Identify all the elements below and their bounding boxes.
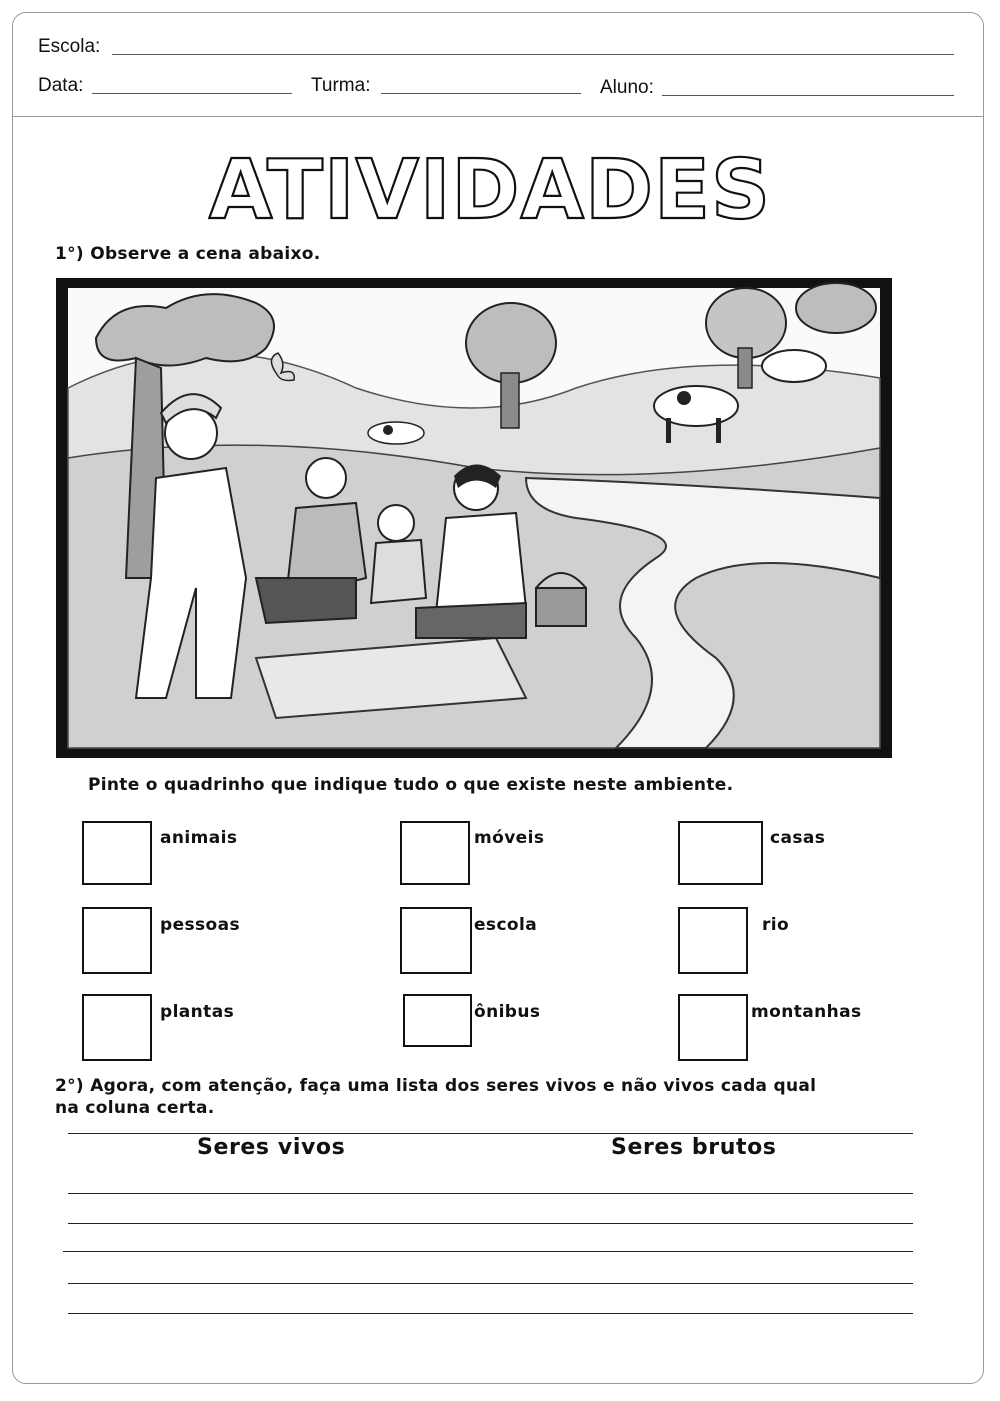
- question1-prompt: 1°) Observe a cena abaixo.: [55, 244, 321, 264]
- option-label-casas: casas: [770, 828, 826, 848]
- checkbox-moveis[interactable]: [400, 821, 470, 885]
- header-separator: [12, 116, 984, 117]
- checkbox-montanhas[interactable]: [678, 994, 748, 1061]
- option-label-moveis: móveis: [474, 828, 545, 848]
- question1-instruction: Pinte o quadrinho que indique tudo o que existe neste ambiente.: [88, 775, 734, 795]
- option-label-montanhas: montanhas: [751, 1002, 862, 1022]
- column-header-seres-vivos: Seres vivos: [197, 1135, 346, 1160]
- option-label-plantas: plantas: [160, 1002, 235, 1022]
- option-label-escola: escola: [474, 915, 538, 935]
- option-label-onibus: ônibus: [474, 1002, 541, 1022]
- checkbox-onibus[interactable]: [403, 994, 472, 1047]
- option-label-animais: animais: [160, 828, 238, 848]
- checkbox-plantas[interactable]: [82, 994, 152, 1061]
- option-label-pessoas: pessoas: [160, 915, 241, 935]
- data-field[interactable]: [92, 93, 292, 94]
- table-top-rule: [68, 1133, 913, 1134]
- checkbox-animais[interactable]: [82, 821, 152, 885]
- checkbox-casas[interactable]: [678, 821, 763, 885]
- writing-line-3[interactable]: [63, 1251, 913, 1252]
- aluno-label: Aluno:: [600, 77, 654, 98]
- aluno-field[interactable]: [662, 95, 954, 96]
- checkbox-escola[interactable]: [400, 907, 472, 974]
- question2-prompt-line2: na coluna certa.: [55, 1098, 215, 1118]
- writing-line-2[interactable]: [68, 1223, 913, 1224]
- escola-label: Escola:: [38, 36, 101, 57]
- writing-line-4[interactable]: [68, 1283, 913, 1284]
- checkbox-rio[interactable]: [678, 907, 748, 974]
- title-atividades: [208, 140, 772, 238]
- turma-field[interactable]: [381, 93, 581, 94]
- picnic-scene-illustration: [56, 278, 892, 758]
- column-header-seres-brutos: Seres brutos: [611, 1135, 777, 1160]
- option-label-rio: rio: [762, 915, 790, 935]
- data-label: Data:: [38, 75, 84, 96]
- escola-field[interactable]: [112, 54, 954, 55]
- writing-line-5[interactable]: [68, 1313, 913, 1314]
- turma-label: Turma:: [311, 75, 371, 96]
- writing-line-1[interactable]: [68, 1193, 913, 1194]
- checkbox-pessoas[interactable]: [82, 907, 152, 974]
- title-text: ATIVIDADES: [208, 143, 772, 238]
- question2-prompt-line1: 2°) Agora, com atenção, faça uma lista dos seres vivos e não vivos cada qual: [55, 1076, 817, 1096]
